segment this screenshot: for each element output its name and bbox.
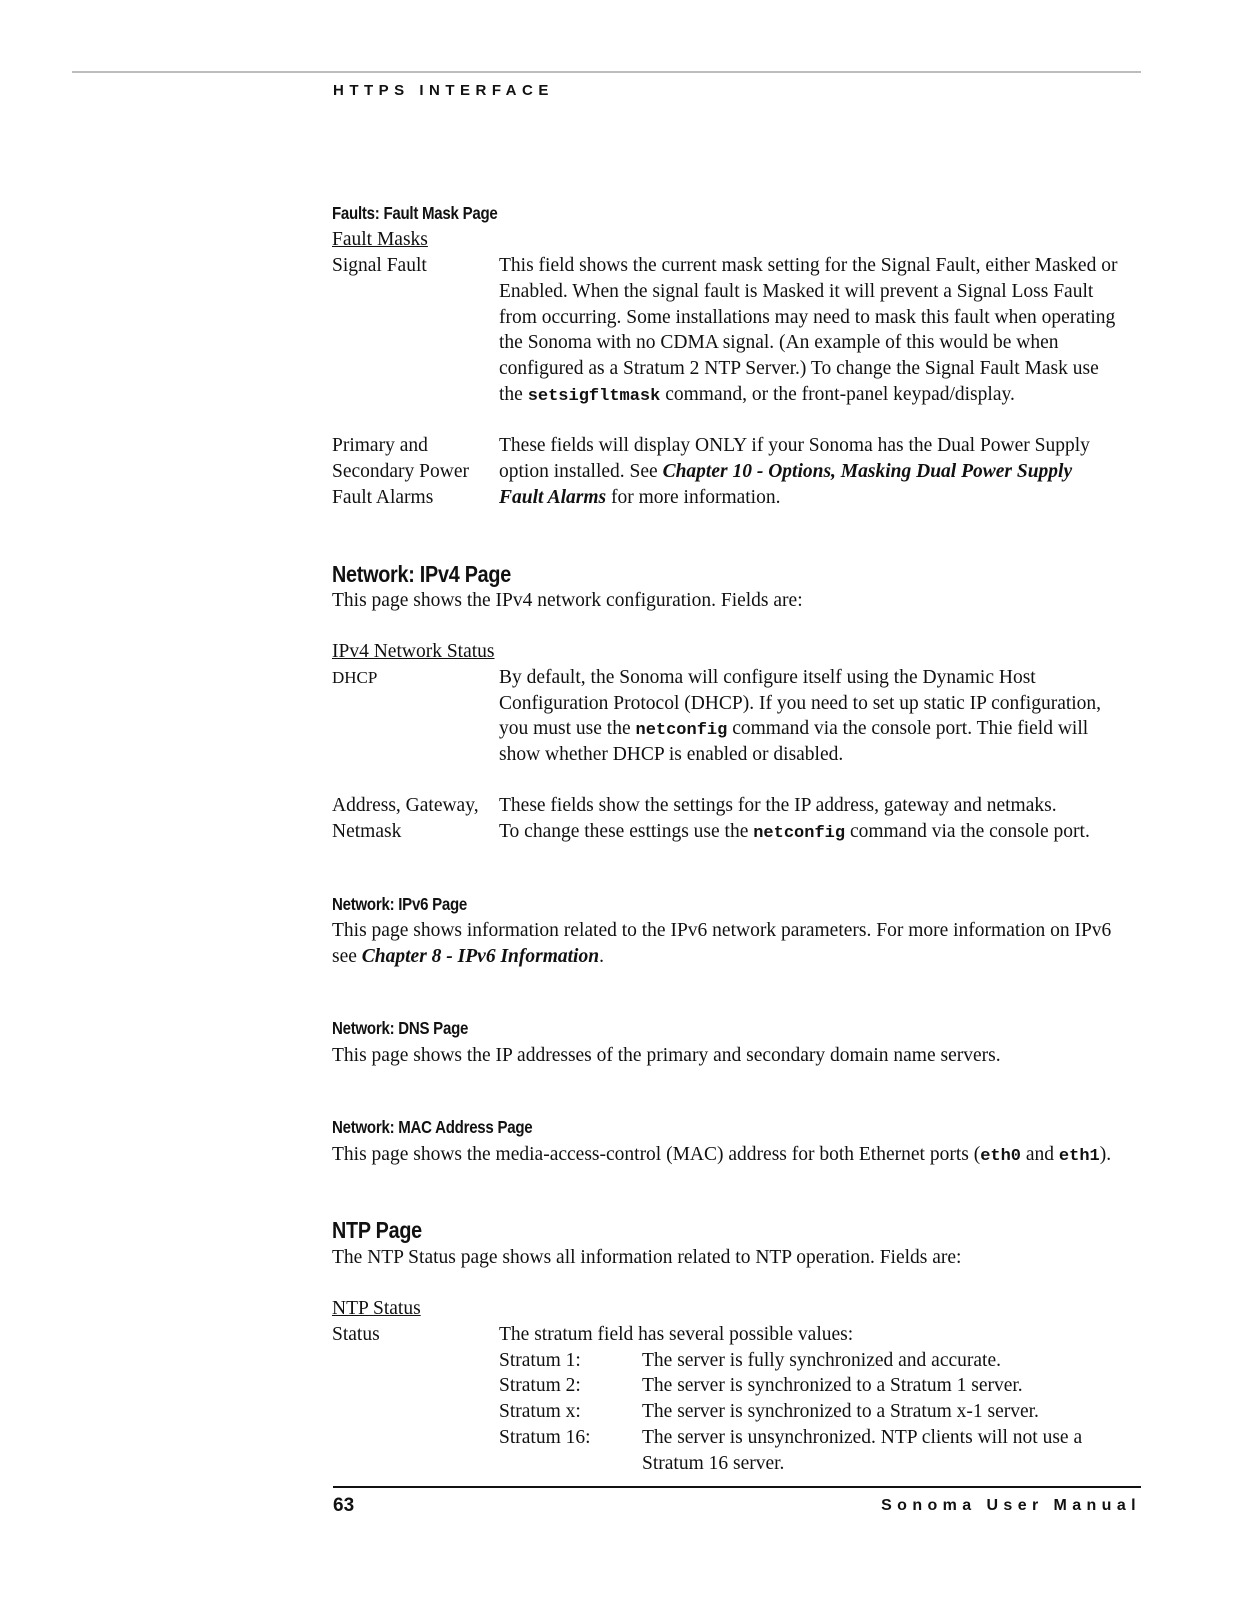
address-text-2: To change these esttings use the netconfig command via the console port. bbox=[499, 821, 1090, 843]
power-fault-label-1: Primary and bbox=[332, 435, 428, 456]
ipv6-text-2: see Chapter 8 - IPv6 Information. bbox=[332, 946, 604, 967]
signal-fault-text-2: Enabled. When the signal fault is Masked it will prevent a Signal Loss Fault bbox=[499, 281, 1094, 302]
power-fault-label-3: Fault Alarms bbox=[332, 487, 434, 508]
stratum-name: Stratum x: bbox=[499, 1401, 581, 1422]
signal-fault-text-5: configured as a Stratum 2 NTP Server.) To change the Signal Fault Mask use bbox=[499, 358, 1099, 379]
signal-fault-label: Signal Fault bbox=[332, 255, 427, 276]
faults-heading: Faults: Fault Mask Page bbox=[332, 203, 498, 223]
dhcp-text-1: By default, the Sonoma will configure itself using the Dynamic Host bbox=[499, 667, 1036, 688]
dhcp-text-4: show whether DHCP is enabled or disabled. bbox=[499, 744, 844, 765]
ntp-status-subheading: NTP Status bbox=[332, 1298, 421, 1319]
page-number: 63 bbox=[333, 1495, 355, 1516]
ipv6-text-1: This page shows information related to the IPv6 network parameters. For more information on IPv6 bbox=[332, 920, 1112, 941]
fault-alarms-reference: Fault Alarms bbox=[499, 487, 607, 508]
dhcp-label: DHCP bbox=[332, 668, 378, 687]
chapter-10-reference: Chapter 10 - Options, Masking Dual Power Supply bbox=[662, 461, 1073, 482]
dhcp-text-2: Configuration Protocol (DHCP). If you need to set up static IP configuration, bbox=[499, 693, 1102, 714]
signal-fault-text-1: This field shows the current mask setting for the Signal Fault, either Masked or bbox=[499, 255, 1118, 276]
setsigfltmask-command: setsigfltmask bbox=[527, 387, 661, 406]
chapter-8-reference: Chapter 8 - IPv6 Information bbox=[361, 946, 600, 967]
signal-fault-text-4: the Sonoma with no CDMA signal. (An example of this would be when bbox=[499, 332, 1059, 353]
stratum-16-continuation: Stratum 16 server. bbox=[642, 1453, 785, 1474]
address-label-1: Address, Gateway, bbox=[332, 795, 479, 816]
mac-heading: Network: MAC Address Page bbox=[332, 1117, 533, 1137]
dns-heading: Network: DNS Page bbox=[332, 1018, 469, 1038]
ipv4-heading: Network: IPv4 Page bbox=[332, 561, 511, 587]
manual-title: Sonoma User Manual bbox=[881, 1497, 1141, 1514]
ntp-heading: NTP Page bbox=[332, 1217, 422, 1243]
stratum-desc: The server is synchronized to a Stratum x-1 server. bbox=[642, 1401, 1039, 1422]
address-text-1: These fields show the settings for the IP address, gateway and netmaks. bbox=[499, 795, 1057, 816]
fault-masks-subheading: Fault Masks bbox=[332, 229, 428, 250]
running-header: HTTPS INTERFACE bbox=[333, 82, 554, 99]
mac-text: This page shows the media-access-control (MAC) address for both Ethernet ports (eth0 and eth1). bbox=[332, 1144, 1112, 1166]
status-intro: The stratum field has several possible values: bbox=[499, 1324, 854, 1345]
stratum-name: Stratum 2: bbox=[499, 1375, 581, 1396]
ipv4-status-subheading: IPv4 Network Status bbox=[332, 641, 495, 662]
stratum-desc: The server is synchronized to a Stratum 1 server. bbox=[642, 1375, 1023, 1396]
ipv4-intro: This page shows the IPv4 network configuration. Fields are: bbox=[332, 590, 803, 611]
stratum-desc: The server is fully synchronized and accurate. bbox=[642, 1350, 1001, 1371]
stratum-name: Stratum 1: bbox=[499, 1350, 581, 1371]
power-fault-text-1: These fields will display ONLY if your Sonoma has the Dual Power Supply bbox=[499, 435, 1090, 456]
dns-text: This page shows the IP addresses of the primary and secondary domain name servers. bbox=[332, 1045, 1001, 1066]
address-label-2: Netmask bbox=[332, 821, 402, 842]
signal-fault-text-3: from occurring. Some installations may need to mask this fault when operating bbox=[499, 307, 1116, 328]
eth1-port: eth1 bbox=[1058, 1147, 1100, 1166]
header-rule bbox=[72, 71, 1141, 73]
netconfig-command: netconfig bbox=[753, 824, 846, 843]
power-fault-label-2: Secondary Power bbox=[332, 461, 470, 482]
eth0-port: eth0 bbox=[980, 1147, 1022, 1166]
stratum-desc: The server is unsynchronized. NTP clients will not use a bbox=[642, 1427, 1083, 1448]
stratum-name: Stratum 16: bbox=[499, 1427, 591, 1448]
signal-fault-text-6: the setsigfltmask command, or the front-panel keypad/display. bbox=[499, 384, 1015, 406]
dhcp-text-3: you must use the netconfig command via the console port. Thie field will bbox=[499, 718, 1089, 740]
netconfig-command: netconfig bbox=[635, 721, 728, 740]
ipv6-heading: Network: IPv6 Page bbox=[332, 894, 468, 914]
power-fault-text-2: option installed. See Chapter 10 - Options, Masking Dual Power Supply bbox=[499, 461, 1073, 482]
status-label: Status bbox=[332, 1324, 380, 1345]
ntp-intro: The NTP Status page shows all information related to NTP operation. Fields are: bbox=[332, 1247, 962, 1268]
footer-rule bbox=[333, 1486, 1141, 1488]
power-fault-text-3: Fault Alarms for more information. bbox=[499, 487, 781, 508]
